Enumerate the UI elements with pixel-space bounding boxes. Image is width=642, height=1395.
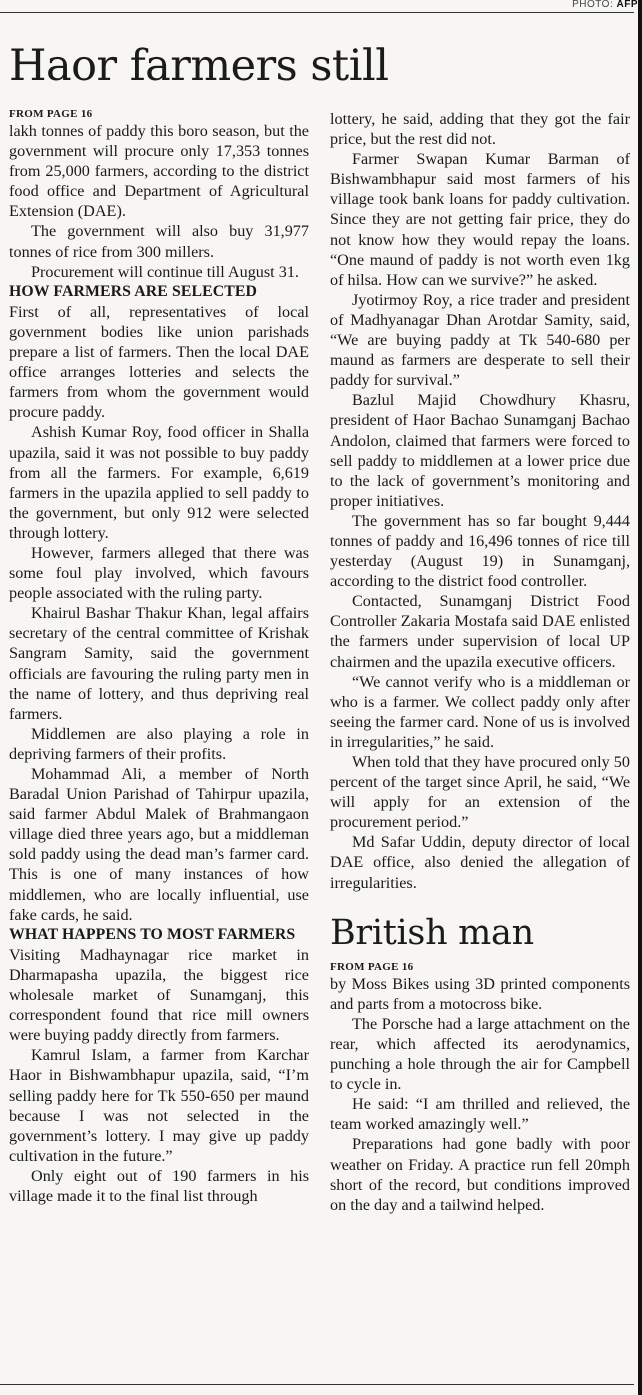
photo-credit-agency: AFP xyxy=(616,0,638,10)
right-column-body xyxy=(330,109,630,893)
article-paragraph: Contacted, Sunamganj District Food Controller Zakaria Mostafa said DAE enlisted the farmers under supervision of local UP chairmen and the upazila executive officers. xyxy=(330,592,630,671)
from-page-label: FROM PAGE 16 xyxy=(9,108,93,120)
article-right-column xyxy=(330,109,630,1215)
article-paragraph: lottery, he said, adding that they got the fair price, but the rest did not. xyxy=(330,110,630,149)
article-paragraph: Visiting Madhaynagar rice market in Dharmapasha upazila, the biggest rice wholesale market of Sunamganj, this correspondent found that rice mill owners were buying paddy directly from farmers. xyxy=(9,945,309,1045)
article-paragraph: by Moss Bikes using 3D printed components and parts from a motocross bike. xyxy=(330,974,630,1013)
article-paragraph: Only eight out of 190 farmers in his village made it to the final list through xyxy=(9,1166,309,1205)
second-article-headline: British man xyxy=(330,912,534,953)
article-paragraph: Mohammad Ali, a member of North Baradal Union Parishad of Tahirpur upazila, said farmer Abdul Malek of Brahmangaon village died three years ago, but a middleman sold paddy using the dead man’s farmer card. This is one of many instances of how middlemen, who are locally influential, use fake cards, he said. xyxy=(9,765,309,924)
article-paragraph: Bazlul Majid Chowdhury Khasru, president of Haor Bachao Sunamganj Bachao Andolon, claimed that farmers were forced to sell paddy to middlemen at a lower price due to the lack of government’s monitoring and proper initiatives. xyxy=(330,391,630,510)
page-edge xyxy=(638,0,642,1395)
article-paragraph: Procurement will continue till August 31. xyxy=(31,262,299,281)
article-paragraph: lakh tonnes of paddy this boro season, but the government will procure only 17,353 tonnes from 25,000 farmers, according to the district food office and Department of Agricultural Extension (DAE). xyxy=(9,122,309,221)
article-paragraph: The government will also buy 31,977 tonnes of rice from 300 millers. xyxy=(9,222,309,261)
article-paragraph: Khairul Bashar Thakur Khan, legal affairs secretary of the central committee of Krishak Sangram Samity, said the government officials are favouring the ruling party men in the name of lottery, and thus depriving real farmers. xyxy=(9,604,309,723)
top-rule xyxy=(0,12,634,13)
article-paragraph: Jyotirmoy Roy, a rice trader and president of Madhyanagar Dhan Arotdar Samity, said, “We are buying paddy at Tk 540-680 per maund as farmers are desperate to sell their paddy for survival.” xyxy=(330,290,630,390)
bottom-rule xyxy=(0,1384,634,1385)
article-paragraph: Md Safar Uddin, deputy director of local DAE office, also denied the allegation of irregularities. xyxy=(330,833,630,892)
article-paragraph: However, farmers alleged that there was some foul play involved, which favours people associated with the ruling party. xyxy=(9,543,309,603)
section-subheading: WHAT HAPPENS TO MOST FARMERS xyxy=(9,925,296,943)
article-paragraph: Preparations had gone badly with poor weather on Friday. A practice run fell 20mph short of the record, but conditions improved on the day and a tailwind helped. xyxy=(330,1135,630,1214)
article-paragraph: Farmer Swapan Kumar Barman of Bishwambhapur said most farmers of his village took bank loans for paddy cultivation. Since they are not getting fair price, they do not know how they would repay the loans. “One maund of paddy is not worth even 1kg of hilsa. How can we survive?” he asked. xyxy=(330,150,630,289)
article-paragraph: When told that they have procured only 50 percent of the target since April, he said, “We will apply for an extension of the procurement period.” xyxy=(330,753,630,832)
left-column-body xyxy=(9,121,309,1206)
article-paragraph: “We cannot verify who is a middleman or who is a farmer. We collect paddy only after seeing the farmer card. None of us is involved in irregularities,” he said. xyxy=(330,672,630,751)
article-paragraph: He said: “I am thrilled and relieved, the team worked amazingly well.” xyxy=(330,1095,630,1134)
article-left-column xyxy=(9,108,309,1206)
photo-credit-label: PHOTO: xyxy=(572,0,614,10)
article-paragraph: Kamrul Islam, a farmer from Karchar Haor in Bishwambhapur upazila, said, “I’m selling paddy here for Tk 550-650 per maund because I was not selected in the government’s lottery. I may give up paddy cultivation in the future.” xyxy=(9,1046,309,1165)
article-headline: Haor farmers still xyxy=(9,41,389,91)
second-article-body xyxy=(330,974,630,1215)
section-subheading: HOW FARMERS ARE SELECTED xyxy=(9,282,258,300)
article-paragraph: The government has so far bought 9,444 tonnes of paddy and 16,496 tonnes of rice till yesterday (August 19) in Sunamganj, according to the district food controller. xyxy=(330,511,630,591)
article-paragraph: First of all, representatives of local government bodies like union parishads prepare a list of farmers. Then the local DAE office arranges lotteries and selects the farmers from whom the government would procure paddy. xyxy=(9,302,309,422)
article-paragraph: Middlemen are also playing a role in depriving farmers of their profits. xyxy=(9,724,309,763)
second-article-from-page: FROM PAGE 16 xyxy=(330,960,414,973)
article-paragraph: Ashish Kumar Roy, food officer in Shalla upazila, said it was not possible to buy paddy from all the farmers. For example, 6,619 farmers in the upazila applied to sell paddy to the government, but only 912 were selected through lottery. xyxy=(9,423,309,542)
article-paragraph: The Porsche had a large attachment on the rear, which affected its aerodynamics, punching a hole through the air for Campbell to cycle in. xyxy=(330,1014,630,1094)
